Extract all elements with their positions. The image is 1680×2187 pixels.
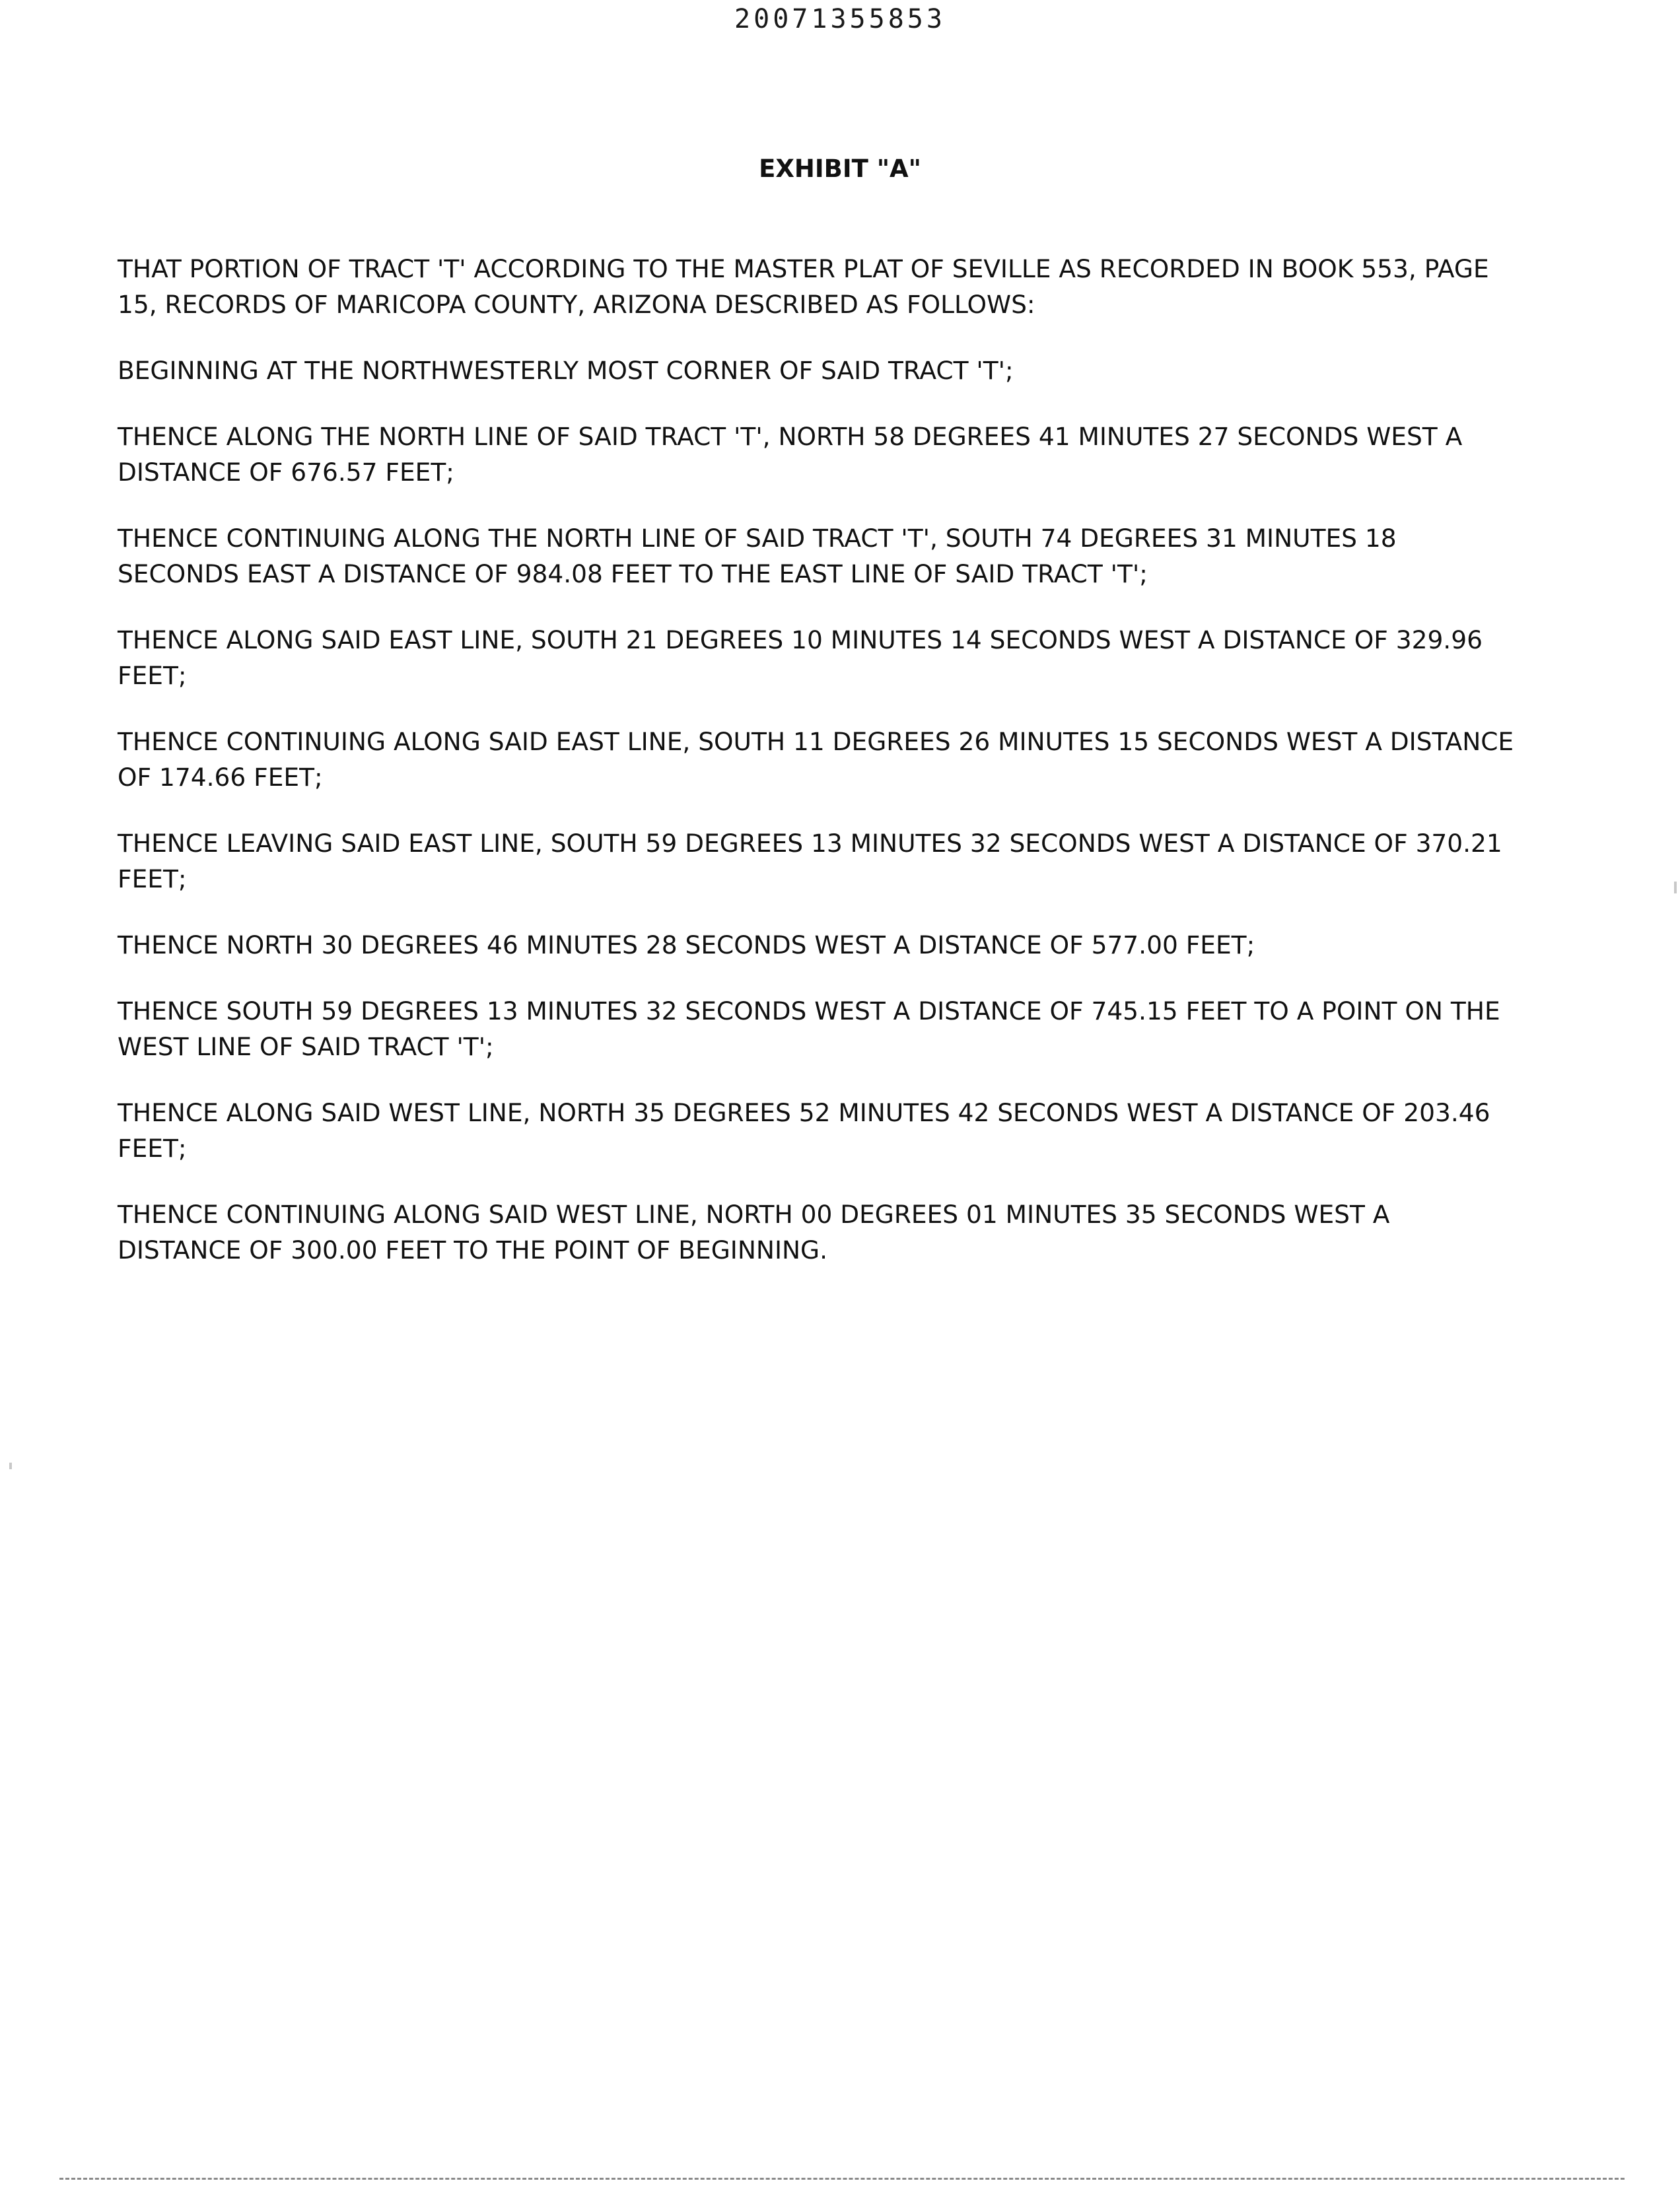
paragraph-course-6: THENCE NORTH 30 DEGREES 46 MINUTES 28 SECONDS WEST A DISTANCE OF 577.00 FEET; xyxy=(118,930,1255,959)
scan-artifact xyxy=(1674,882,1677,893)
scan-bottom-edge xyxy=(59,2178,1625,2180)
exhibit-title: EXHIBIT "A" xyxy=(759,155,921,183)
paragraph-course-1: THENCE ALONG THE NORTH LINE OF SAID TRACT 'T', NORTH 58 DEGREES 41 MINUTES 27 SECONDS WEST A DISTANCE OF 676.57 FEET; xyxy=(118,422,1463,487)
paragraph-course-9: THENCE CONTINUING ALONG SAID WEST LINE, NORTH 00 DEGREES 01 MINUTES 35 SECONDS WEST A DISTANCE OF 300.00 FEET TO THE POINT OF BEGINNING. xyxy=(118,1200,1390,1265)
paragraph-course-3: THENCE ALONG SAID EAST LINE, SOUTH 21 DEGREES 10 MINUTES 14 SECONDS WEST A DISTANCE OF 329.96 FEET; xyxy=(118,625,1483,690)
scan-artifact xyxy=(9,1463,12,1469)
paragraph-course-8: THENCE ALONG SAID WEST LINE, NORTH 35 DEGREES 52 MINUTES 42 SECONDS WEST A DISTANCE OF 203.46 FEET; xyxy=(118,1098,1490,1163)
paragraph-course-4: THENCE CONTINUING ALONG SAID EAST LINE, SOUTH 11 DEGREES 26 MINUTES 15 SECONDS WEST A DISTANCE OF 174.66 FEET; xyxy=(118,727,1514,792)
paragraph-course-7: THENCE SOUTH 59 DEGREES 13 MINUTES 32 SECONDS WEST A DISTANCE OF 745.15 FEET TO A POINT ON THE WEST LINE OF SAID TRACT 'T'; xyxy=(118,996,1500,1061)
paragraph-course-2: THENCE CONTINUING ALONG THE NORTH LINE OF SAID TRACT 'T', SOUTH 74 DEGREES 31 MINUTES 18 SECONDS EAST A DISTANCE OF 984.08 FEET TO THE EAST LINE OF SAID TRACT 'T'; xyxy=(118,524,1397,588)
paragraph-course-5: THENCE LEAVING SAID EAST LINE, SOUTH 59 DEGREES 13 MINUTES 32 SECONDS WEST A DISTANCE OF 370.21 FEET; xyxy=(118,829,1502,893)
paragraph-beginning: BEGINNING AT THE NORTHWESTERLY MOST CORNER OF SAID TRACT 'T'; xyxy=(118,356,1014,385)
paragraph-intro: THAT PORTION OF TRACT 'T' ACCORDING TO THE MASTER PLAT OF SEVILLE AS RECORDED IN BOOK 553, PAGE 15, RECORDS OF MARICOPA COUNTY, ARIZONA DESCRIBED AS FOLLOWS: xyxy=(118,254,1489,319)
record-number: 20071355853 xyxy=(734,4,946,34)
legal-description xyxy=(118,251,1518,1298)
